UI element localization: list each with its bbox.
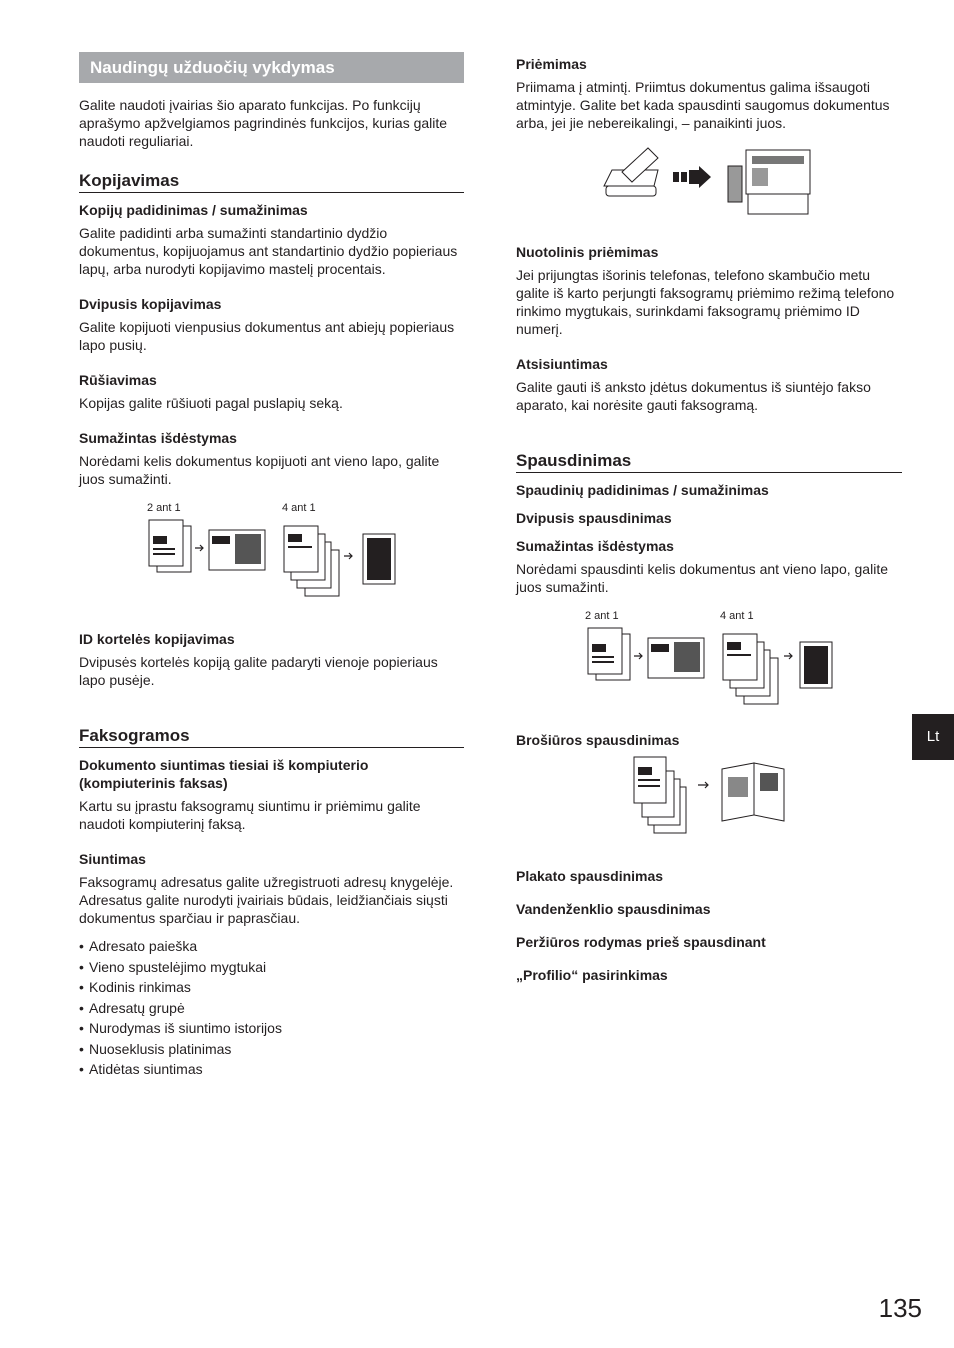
print-item-title: Brošiūros spausdinimas xyxy=(516,732,680,748)
list-item: • Adresatų grupė xyxy=(79,998,464,1019)
copy-item-text: Galite padidinti arba sumažinti standartinio dydžio dokumentus, kopijuojamus ant standartinio dydžio popieriaus lapų, arba nurodyti kopijavimo mastelį procentais. xyxy=(79,225,458,277)
copy-item-title: Sumažintas išdėstymas xyxy=(79,430,237,446)
fax-send-options-list xyxy=(79,936,464,1080)
list-item: • Nuoseklusis platinimas xyxy=(79,1039,464,1060)
print-reduced-layout-illustration xyxy=(516,596,902,731)
label-2in1: 2 ant 1 xyxy=(147,502,181,514)
booklet-illustration xyxy=(516,749,902,853)
fax-memory-illustration xyxy=(516,132,902,240)
list-item: • Kodinis rinkimas xyxy=(79,977,464,998)
label-4in1: 4 ant 1 xyxy=(282,502,316,514)
print-heading: Spausdinimas xyxy=(516,451,902,473)
intro-text: Galite naudoti įvairias šio aparato funkcijas. Po funkcijų aprašymo apžvelgiamos pagrindinės funkcijos, kurias galite naudoti reguliariai. xyxy=(79,97,448,149)
copy-item-text: Galite kopijuoti vienpusius dokumentus ant abiejų popieriaus lapo pusių. xyxy=(79,319,455,353)
list-item: • Atidėtas siuntimas xyxy=(79,1059,464,1080)
list-item: • Adresato paieška xyxy=(79,936,464,957)
copy-item-text: Kopijas galite rūšiuoti pagal puslapių seką. xyxy=(79,395,343,411)
print-item-title: Vandenženklio spausdinimas xyxy=(516,901,711,917)
fax-item-title: Dokumento siuntimas tiesiai iš kompiuterio (kompiuterinis faksas) xyxy=(79,757,369,791)
receive-item-text: Priimama į atmintį. Priimtus dokumentus galima išsaugoti atmintyje. Galite bet kada spausdinti saugomus dokumentus arba, jei jie nebereikalingi, – panaikinti juos. xyxy=(516,79,890,131)
copy-reduced-layout-illustration xyxy=(79,488,464,628)
reduced-layout-diagram xyxy=(147,518,407,618)
copy-item-title: Kopijų padidinimas / sumažinimas xyxy=(79,202,308,218)
label-4in1: 4 ant 1 xyxy=(720,610,754,622)
print-item-title: Dvipusis spausdinimas xyxy=(516,510,672,526)
list-item: • Vieno spustelėjimo mygtukai xyxy=(79,957,464,978)
reduced-layout-diagram xyxy=(586,626,846,726)
fax-item-text: Faksogramų adresatus galite užregistruoti adresų knygelėje. Adresatus galite nurodyti įvairiais būdais, leidžiančiais siųsti dokumentus sparčiau ir paprasčiau. xyxy=(79,874,454,926)
fax-heading: Faksogramos xyxy=(79,726,464,748)
page-number: 135 xyxy=(878,1293,922,1323)
copy-item-text: Dvipusės kortelės kopiją galite padaryti vienoje popieriaus lapo pusėje. xyxy=(79,654,438,688)
left-column xyxy=(79,52,464,1080)
copy-item-text: Norėdami kelis dokumentus kopijuoti ant vieno lapo, galite juos sumažinti. xyxy=(79,453,440,487)
copy-item-title: Rūšiavimas xyxy=(79,372,157,388)
print-item-title: Peržiūros rodymas prieš spausdinant xyxy=(516,934,766,950)
fax-item-title: Siuntimas xyxy=(79,851,146,867)
page-title: Naudingų užduočių vykdymas xyxy=(79,52,464,83)
receive-item-title: Atsisiuntimas xyxy=(516,356,608,372)
receive-item-title: Priėmimas xyxy=(516,56,587,72)
receive-item-text: Jei prijungtas išorinis telefonas, telefono skambučio metu galite iš karto perjungti faksogramų priėmimo režimą telefono rinkimo mygtukais, surinkdami faksogramų priėmimo ID numerį. xyxy=(516,267,895,337)
booklet-diagram xyxy=(632,755,802,845)
print-item-title: Plakato spausdinimas xyxy=(516,868,664,884)
print-item-title: Sumažintas išdėstymas xyxy=(516,538,674,554)
copy-item-title: ID kortelės kopijavimas xyxy=(79,631,235,647)
print-item-title: Spaudinių padidinimas / sumažinimas xyxy=(516,482,769,498)
label-2in1: 2 ant 1 xyxy=(585,610,619,622)
copy-heading: Kopijavimas xyxy=(79,171,464,193)
receive-item-text: Galite gauti iš anksto įdėtus dokumentus iš siuntėjo fakso aparato, kai norėsite gauti faksogramą. xyxy=(516,379,871,413)
receive-item-title: Nuotolinis priėmimas xyxy=(516,244,659,260)
fax-to-printer-diagram xyxy=(600,144,840,234)
copy-item-title: Dvipusis kopijavimas xyxy=(79,296,222,312)
list-item: • Nurodymas iš siuntimo istorijos xyxy=(79,1018,464,1039)
language-tab: Lt xyxy=(912,714,954,760)
fax-item-text: Kartu su įprastu faksogramų siuntimu ir priėmimu galite naudoti kompiuterinį faksą. xyxy=(79,798,421,832)
right-column xyxy=(516,52,902,984)
print-item-title: „Profilio“ pasirinkimas xyxy=(516,967,668,983)
print-item-text: Norėdami spausdinti kelis dokumentus ant vieno lapo, galite juos sumažinti. xyxy=(516,561,888,595)
